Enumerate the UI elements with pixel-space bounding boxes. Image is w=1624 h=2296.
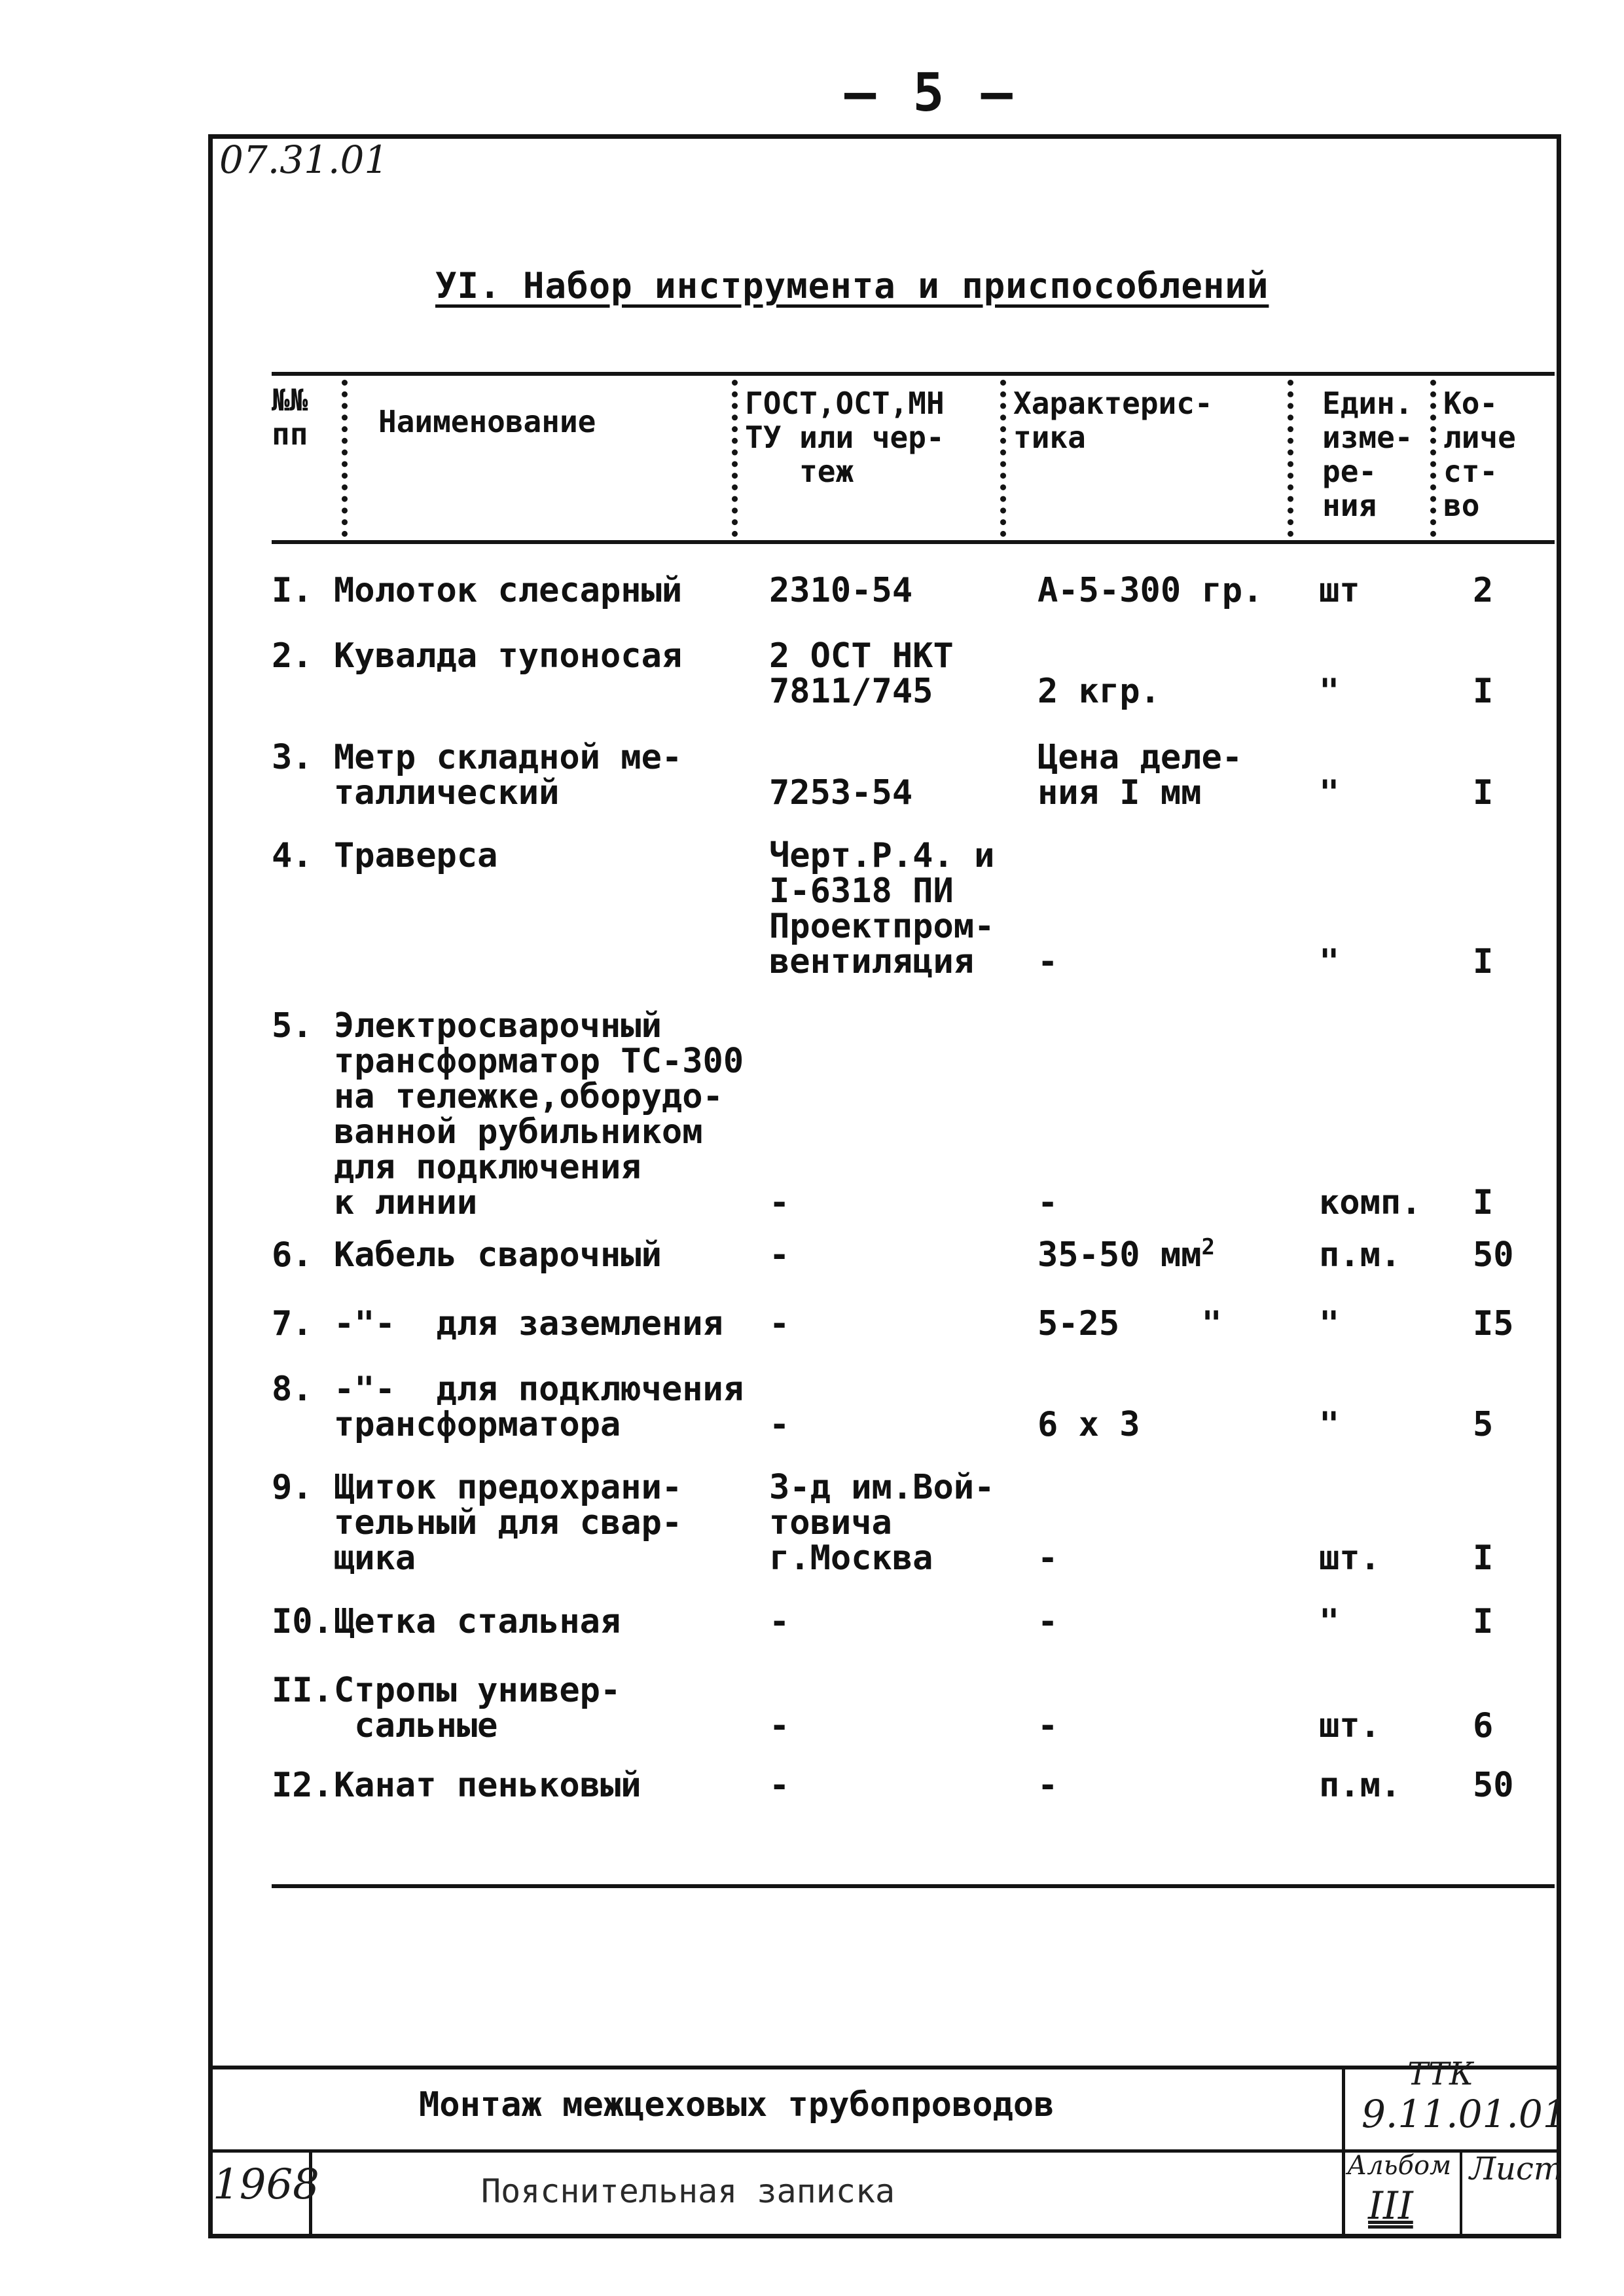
item-standard: Черт.Р.4. и I-6318 ПИ Проектпром- вентиляция <box>769 836 995 981</box>
row-number: 2. <box>272 636 313 676</box>
header-separator <box>732 380 738 537</box>
item-characteristic: Цена деле- ния I мм <box>1038 738 1243 812</box>
header-separator <box>342 380 348 537</box>
item-characteristic: 2 кгр. <box>1038 672 1161 711</box>
title-block-divider <box>1460 2149 1462 2238</box>
item-quantity: I <box>1473 773 1494 812</box>
item-unit: шт. <box>1319 1706 1380 1745</box>
item-characteristic: - <box>1038 1766 1058 1805</box>
title-block-code: 9.11.01.01 <box>1362 2092 1567 2136</box>
item-unit: п.м. <box>1319 1766 1401 1805</box>
item-quantity: I <box>1473 1539 1494 1578</box>
row-number: 3. <box>272 738 313 777</box>
item-characteristic: - <box>1038 1183 1058 1222</box>
item-name: Щетка стальная <box>334 1602 621 1641</box>
item-characteristic: - <box>1038 1602 1058 1641</box>
item-quantity: I <box>1473 672 1494 711</box>
item-quantity: I5 <box>1473 1304 1514 1343</box>
header-unit: Един. изме- ре- ния <box>1322 386 1413 523</box>
row-number: II. <box>272 1671 333 1710</box>
title-block-album-number: III <box>1368 2183 1413 2228</box>
item-characteristic: А-5-300 гр. <box>1038 571 1263 610</box>
item-unit: " <box>1319 1405 1340 1444</box>
header-characteristic: Характерис- тика <box>1013 386 1213 455</box>
item-unit: п.м. <box>1319 1235 1401 1275</box>
page-number: — 5 — <box>844 62 1015 123</box>
item-name: Метр складной ме- таллический <box>334 738 683 812</box>
item-standard: - <box>769 1766 790 1805</box>
row-number: I. <box>272 571 313 610</box>
row-number: 5. <box>272 1006 313 1046</box>
item-unit: " <box>1319 1602 1340 1641</box>
item-unit: шт <box>1319 571 1360 610</box>
row-number: 4. <box>272 836 313 875</box>
item-standard: 2310-54 <box>769 571 913 610</box>
row-number: 6. <box>272 1235 313 1275</box>
row-number: 7. <box>272 1304 313 1343</box>
item-characteristic: - <box>1038 942 1058 981</box>
item-standard: - <box>769 1706 790 1745</box>
header-separator <box>1000 380 1006 537</box>
item-name: Кабель сварочный <box>334 1235 662 1275</box>
item-standard: - <box>769 1235 790 1275</box>
title-block-year: 1968 <box>213 2160 319 2209</box>
item-name: Канат пеньковый <box>334 1766 641 1805</box>
header-name: Наименование <box>378 404 596 439</box>
item-standard: З-д им.Вой- товича г.Москва <box>769 1468 995 1578</box>
table-header-rule <box>272 540 1555 544</box>
row-number: 8. <box>272 1370 313 1409</box>
item-standard: - <box>769 1304 790 1343</box>
item-standard: - <box>769 1602 790 1641</box>
document-code: 07.31.01 <box>219 137 389 182</box>
header-quantity: Ко- личе ст- во <box>1443 386 1516 523</box>
item-standard: - <box>769 1183 790 1222</box>
item-characteristic: 5-25 " <box>1038 1304 1222 1343</box>
item-quantity: I <box>1473 942 1494 981</box>
unit-superscript: 2 <box>1201 1234 1215 1260</box>
item-characteristic: 35-50 $мм^2$ <box>1038 1234 1215 1275</box>
item-unit: комп. <box>1319 1183 1422 1222</box>
item-unit: " <box>1319 942 1340 981</box>
header-gost: ГОСТ,ОСТ,МН ТУ или чер- теж <box>745 386 945 489</box>
table-top-rule <box>272 372 1555 376</box>
item-standard: 2 ОСТ НКТ 7811/745 <box>769 636 954 711</box>
title-block-album-label: Альбом <box>1347 2151 1452 2181</box>
item-quantity: 2 <box>1473 571 1494 610</box>
item-quantity: 6 <box>1473 1706 1494 1745</box>
item-standard: - <box>769 1405 790 1444</box>
item-quantity: 50 <box>1473 1766 1514 1805</box>
header-num: №№ пп <box>272 382 308 452</box>
item-quantity: 50 <box>1473 1235 1514 1275</box>
item-characteristic: - <box>1038 1706 1058 1745</box>
item-name: -"- для заземления <box>334 1304 723 1343</box>
row-number: I0. <box>272 1602 333 1641</box>
item-standard: 7253-54 <box>769 773 913 812</box>
item-quantity: I <box>1473 1183 1494 1222</box>
item-unit: шт. <box>1319 1539 1380 1578</box>
item-name: Траверса <box>334 836 498 875</box>
item-name: Кувалда тупоносая <box>334 636 683 676</box>
item-characteristic: - <box>1038 1539 1058 1578</box>
item-name: Стропы универ- сальные <box>334 1671 621 1745</box>
table-bottom-rule <box>272 1884 1555 1888</box>
item-name: Молоток слесарный <box>334 571 683 610</box>
item-unit: " <box>1319 773 1340 812</box>
title-block-divider <box>1342 2066 1345 2238</box>
title-block-org: ТТК <box>1407 2056 1474 2092</box>
title-block-sheet-label: Лист <box>1470 2151 1564 2187</box>
title-block-subtitle: Пояснительная записка <box>481 2172 895 2210</box>
header-separator <box>1288 380 1293 537</box>
section-title: УI. Набор инструмента и приспособлений <box>435 265 1269 306</box>
item-name: -"- для подключения трансформатора <box>334 1370 744 1444</box>
title-block-title: Монтаж межцеховых трубопроводов <box>419 2085 1055 2124</box>
item-unit: " <box>1319 672 1340 711</box>
item-name: Электросварочный трансформатор ТС-300 на тележке,оборудо- ванной рубильником для подключения к линии <box>334 1006 744 1222</box>
row-number: I2. <box>272 1766 333 1805</box>
row-number: 9. <box>272 1468 313 1507</box>
item-characteristic: 6 х 3 <box>1038 1405 1140 1444</box>
item-unit: " <box>1319 1304 1340 1343</box>
item-quantity: 5 <box>1473 1405 1494 1444</box>
item-quantity: I <box>1473 1602 1494 1641</box>
item-name: Щиток предохрани- тельный для свар- щика <box>334 1468 683 1578</box>
header-separator <box>1430 380 1436 537</box>
